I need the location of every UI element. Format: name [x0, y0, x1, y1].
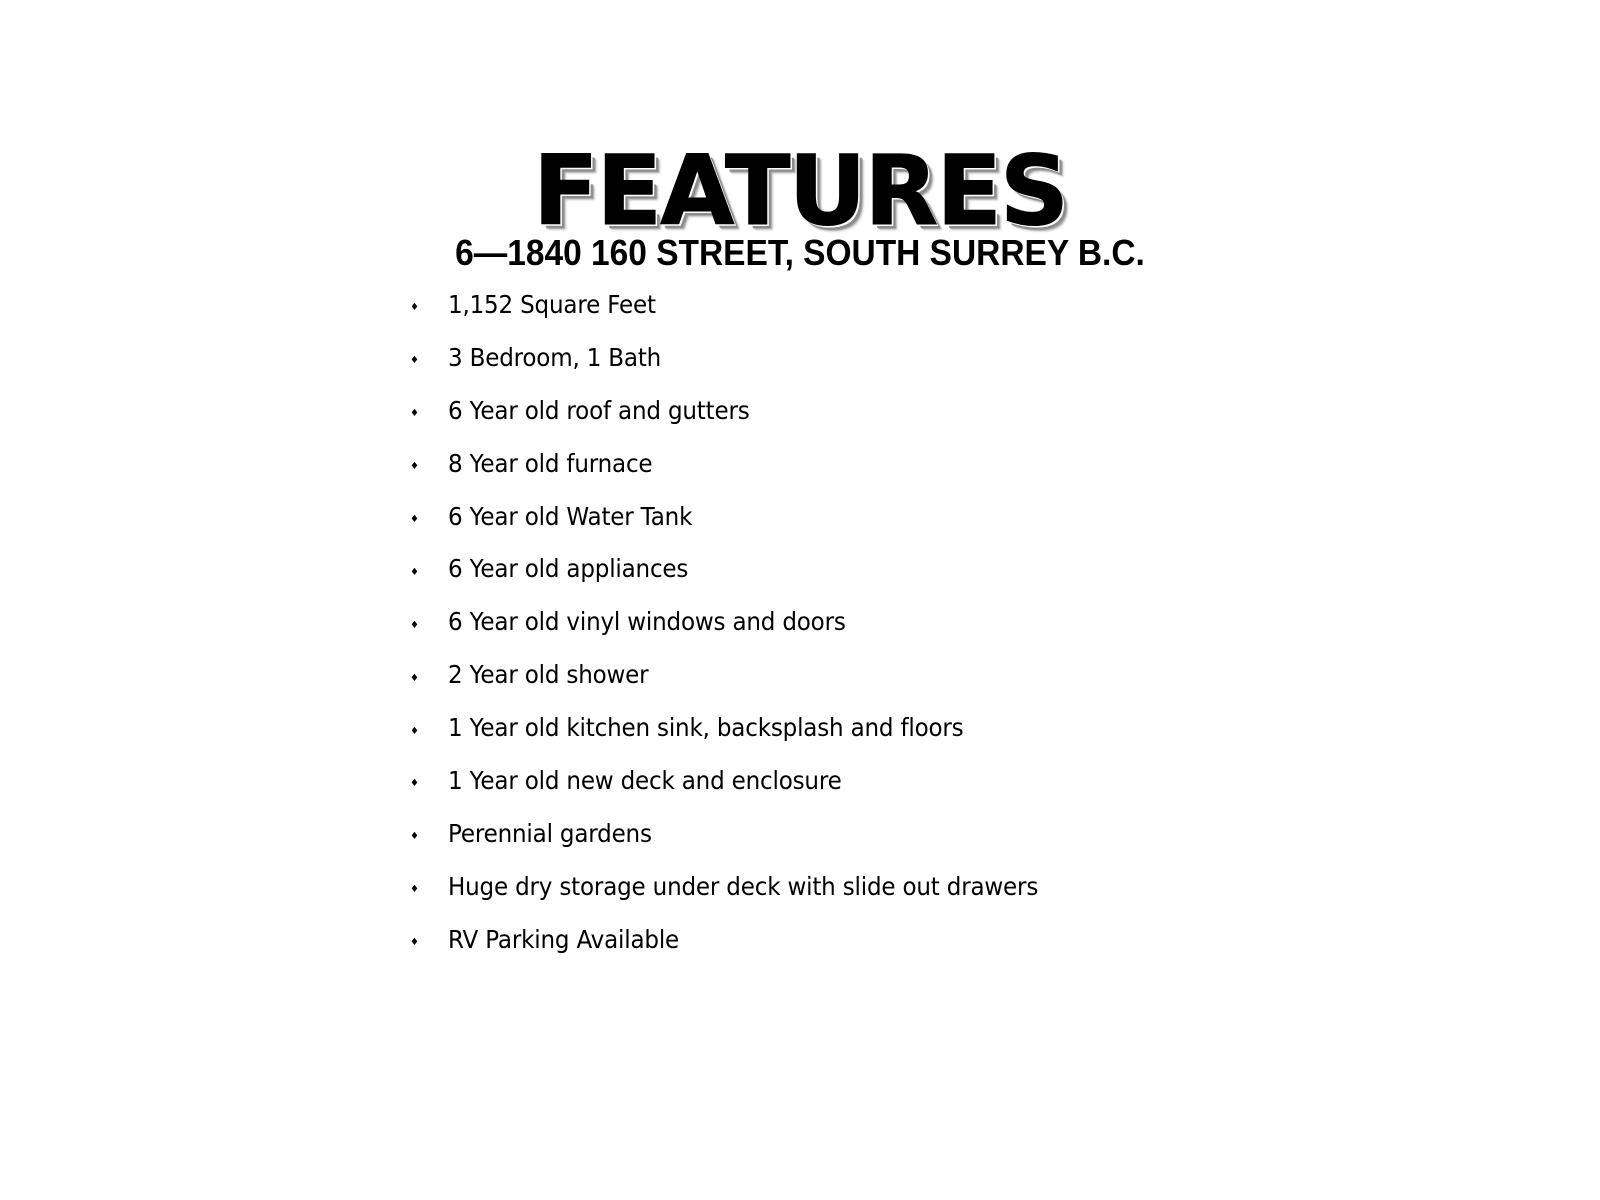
diamond-bullet-icon: ♦	[410, 408, 419, 420]
list-item	[412, 278, 1076, 331]
diamond-bullet-icon: ♦	[410, 566, 419, 578]
feature-text: 6 Year old roof and gutters	[448, 395, 750, 425]
list-item	[412, 913, 1076, 966]
features-list	[412, 278, 1076, 966]
feature-text: Huge dry storage under deck with slide out drawers	[448, 871, 1039, 901]
list-item	[412, 490, 1076, 543]
feature-text: 2 Year old shower	[448, 660, 649, 690]
diamond-bullet-icon: ♦	[410, 884, 419, 896]
diamond-bullet-icon: ♦	[410, 461, 419, 473]
list-item	[412, 648, 1076, 701]
list-item	[412, 860, 1076, 913]
diamond-bullet-icon: ♦	[410, 937, 419, 949]
feature-text: 1 Year old kitchen sink, backsplash and floors	[448, 713, 964, 743]
diamond-bullet-icon: ♦	[410, 514, 419, 525]
diamond-bullet-icon: ♦	[410, 302, 419, 314]
list-item	[412, 754, 1076, 807]
feature-text: 6 Year old appliances	[448, 554, 689, 584]
diamond-bullet-icon: ♦	[410, 619, 419, 631]
diamond-bullet-icon: ♦	[410, 672, 419, 684]
feature-text: 1,152 Square Feet	[448, 289, 656, 319]
list-item	[412, 701, 1076, 754]
property-address: 6—1840 160 STREET, SOUTH SURREY B.C.	[455, 231, 1145, 273]
diamond-bullet-icon: ♦	[410, 778, 419, 790]
diamond-bullet-icon: ♦	[410, 725, 419, 737]
diamond-bullet-icon: ♦	[410, 355, 419, 367]
feature-text: 1 Year old new deck and enclosure	[448, 765, 842, 795]
page-title: FEATURES	[532, 135, 1068, 248]
list-item	[412, 595, 1076, 648]
diamond-bullet-icon: ♦	[410, 831, 419, 843]
feature-text: Perennial gardens	[448, 818, 652, 848]
feature-text: 3 Bedroom, 1 Bath	[448, 342, 662, 372]
feature-text: 6 Year old vinyl windows and doors	[448, 607, 846, 637]
list-item	[412, 384, 1076, 437]
list-item	[412, 542, 1076, 595]
feature-text: 8 Year old furnace	[448, 448, 653, 478]
feature-text: RV Parking Available	[448, 924, 680, 954]
list-item	[412, 807, 1076, 860]
feature-text: 6 Year old Water Tank	[448, 501, 693, 531]
list-item	[412, 331, 1076, 384]
list-item	[412, 437, 1076, 490]
